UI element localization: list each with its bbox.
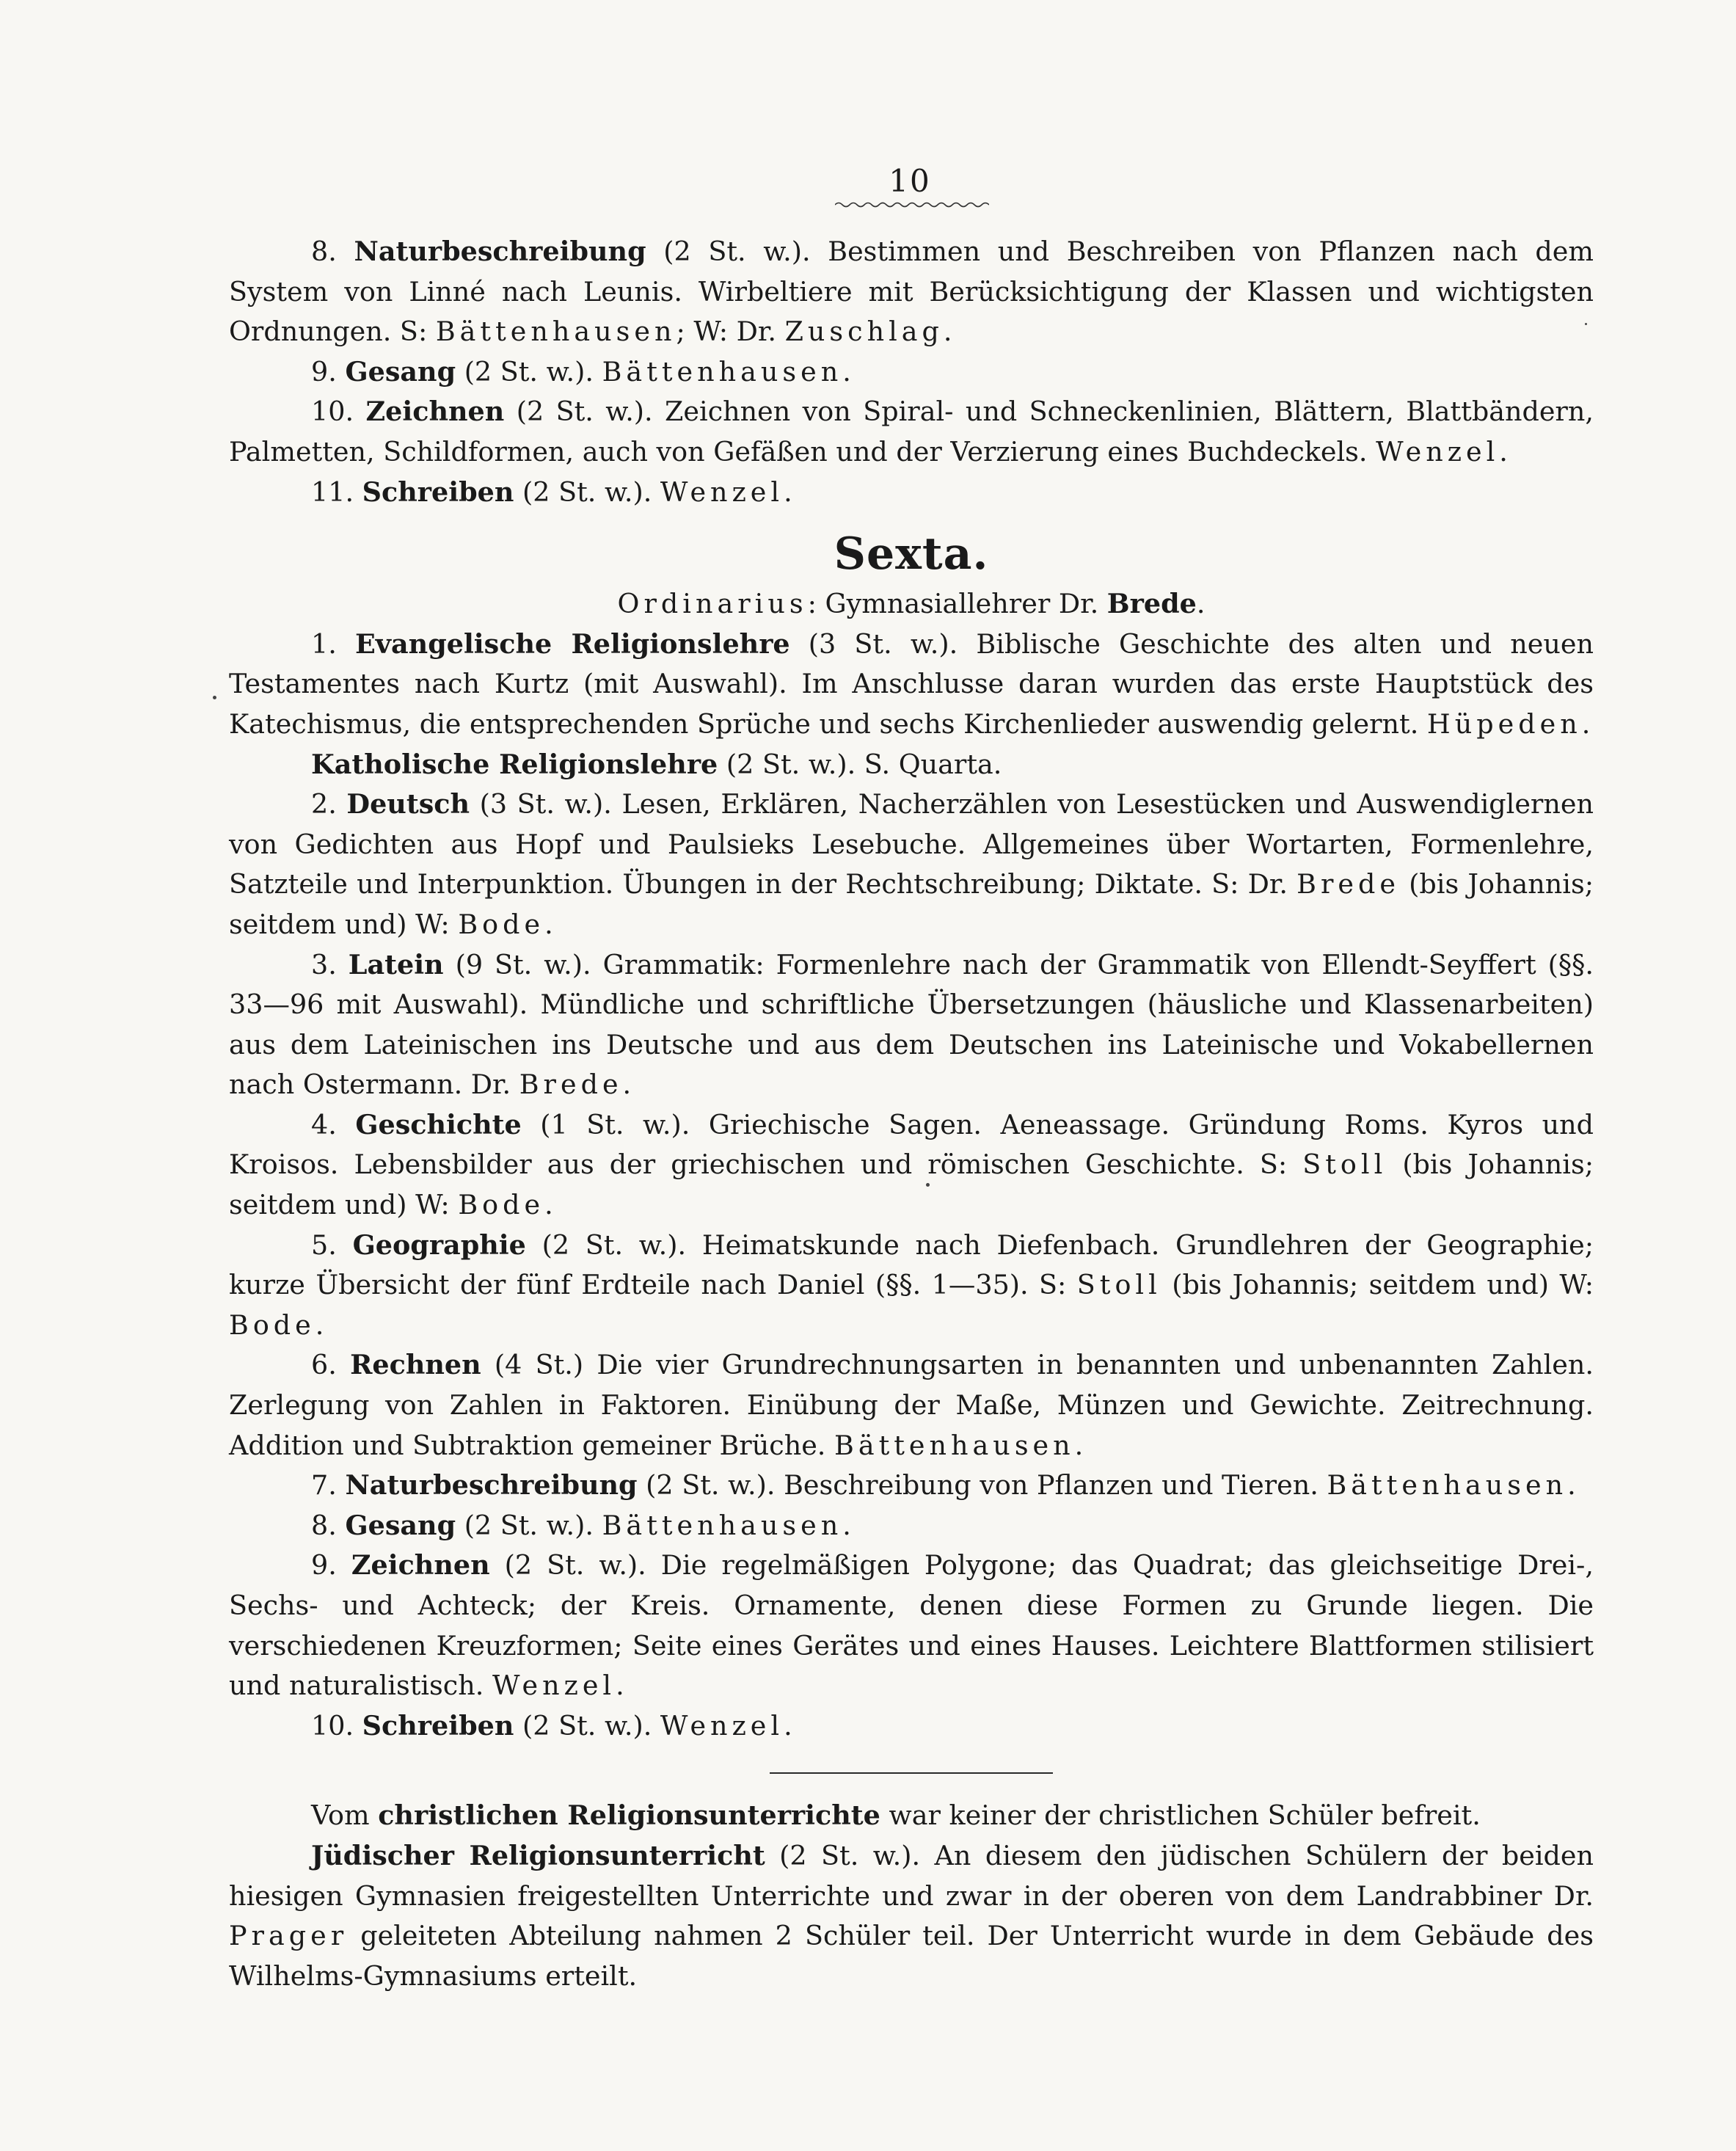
paragraph-text: (bis Johannis; seitdem und) W: bbox=[229, 1149, 1594, 1221]
item-number: 4. bbox=[311, 1108, 337, 1140]
paragraph-text: (2 St. w.). Beschreibung von Pflanzen und Tieren. bbox=[637, 1469, 1327, 1502]
teacher-name: Hüpeden bbox=[1426, 707, 1582, 740]
paragraph-text: (2 St. w.). bbox=[514, 476, 660, 508]
subject-heading: Naturbeschreibung bbox=[345, 1469, 638, 1502]
scan-speck bbox=[1585, 323, 1587, 325]
subject-heading: Geographie bbox=[352, 1229, 526, 1261]
paragraph-end: . bbox=[1499, 435, 1508, 467]
teacher-name: Bättenhausen bbox=[602, 355, 843, 387]
teacher-name: Prager bbox=[229, 1920, 349, 1952]
teacher-name: Bättenhausen bbox=[834, 1429, 1075, 1461]
paragraph-text: (3 St. w.). Lesen, Erklären, Nacherzählen von Lesestücken und Auswendiglernen von Gedichten aus Hopf und Paulsieks Lesebuche. Allgemeines über Wortarten, Formenlehre, Satzteile und Interpunktion. Übungen in der Rechtschreibung; Diktate. S: Dr. bbox=[229, 788, 1594, 900]
subject-heading: Naturbeschreibung bbox=[354, 236, 646, 267]
paragraph-geographie bbox=[229, 1226, 1594, 1346]
paragraph-end: . bbox=[315, 1309, 324, 1341]
paragraph-text: war keiner der christlichen Schüler befreit. bbox=[880, 1799, 1481, 1832]
paragraph-end: . bbox=[784, 476, 792, 508]
item-number: 8. bbox=[311, 236, 337, 267]
section-divider bbox=[770, 1772, 1053, 1774]
paragraph-rechnen bbox=[229, 1345, 1594, 1466]
subject-heading: Gesang bbox=[345, 1509, 456, 1541]
section-title-sexta: Sexta. bbox=[834, 528, 989, 580]
subject-heading: Geschichte bbox=[355, 1108, 522, 1140]
paragraph-text: (2 St. w.). bbox=[456, 1509, 602, 1541]
paragraph-naturbeschreibung-b bbox=[229, 1466, 1594, 1506]
document-body bbox=[229, 232, 1594, 1996]
subject-heading: Katholische Religionslehre bbox=[311, 748, 718, 780]
item-number: 9. bbox=[311, 1549, 337, 1582]
ordinarius-label: Ordinarius bbox=[617, 588, 808, 620]
item-number: 1. bbox=[311, 627, 337, 660]
item-number: 11. bbox=[311, 476, 354, 508]
paragraph-text: (1 St. w.). Griechische Sagen. Aeneassage. Gründung Roms. Kyros und Kroisos. Lebensbilder aus der griechischen und römischen Geschichte. S: bbox=[229, 1108, 1594, 1181]
item-number: 2. bbox=[311, 788, 337, 820]
paragraph-end: . bbox=[544, 908, 553, 940]
teacher-name: Bättenhausen bbox=[1327, 1469, 1568, 1502]
page-number: 10 bbox=[889, 163, 931, 199]
subject-heading: Schreiben bbox=[362, 1709, 514, 1741]
item-number: 3. bbox=[311, 948, 337, 980]
scan-speck bbox=[926, 1183, 930, 1187]
subject-heading: Rechnen bbox=[350, 1349, 481, 1381]
subject-heading: Evangelische Religionslehre bbox=[354, 627, 790, 660]
paragraph-end: . bbox=[1567, 1469, 1576, 1502]
page-number-ornament bbox=[835, 201, 989, 208]
ordinarius-end: . bbox=[1196, 588, 1206, 620]
teacher-name: Stoll bbox=[1302, 1149, 1387, 1181]
paragraph-text: (bis Johannis; seitdem und) W: bbox=[229, 868, 1594, 940]
teacher-name: Bode bbox=[458, 1189, 545, 1221]
subject-heading: Schreiben bbox=[362, 476, 514, 508]
teacher-name: Wenzel bbox=[660, 476, 784, 508]
paragraph-latein bbox=[229, 945, 1594, 1105]
item-number: 6. bbox=[311, 1349, 337, 1381]
paragraph-text: Vom bbox=[311, 1799, 379, 1832]
paragraph-text: (2 St. w.). S. Quarta. bbox=[718, 748, 1002, 780]
paragraph-text: geleiteten Abteilung nahmen 2 Schüler teil. Der Unterricht wurde in dem Gebäude des Wilhelms-Gymnasiums erteilt. bbox=[229, 1920, 1594, 1992]
paragraph-text: ; W: Dr. bbox=[676, 316, 785, 348]
item-number: 7. bbox=[311, 1469, 337, 1502]
paragraph-end: . bbox=[544, 1189, 553, 1221]
paragraph-naturbeschreibung-a bbox=[229, 232, 1594, 352]
subject-heading: Latein bbox=[348, 948, 444, 980]
paragraph-christlicher-religionsunterricht bbox=[229, 1796, 1594, 1836]
paragraph-katholische-religionslehre bbox=[229, 745, 1594, 785]
paragraph-text: (2 St. w.). Heimatskunde nach Diefenbach. Grundlehren der Geographie; kurze Übersicht der fünf Erdteile nach Daniel (§§. 1—35). S: bbox=[229, 1229, 1594, 1301]
teacher-name: Brede bbox=[519, 1069, 623, 1101]
item-number: 10. bbox=[311, 1709, 354, 1741]
subject-heading: Jüdischer Religionsunterricht bbox=[311, 1839, 765, 1871]
subject-heading: Gesang bbox=[345, 355, 456, 387]
paragraph-text: (bis Johannis; seitdem und) W: bbox=[1161, 1269, 1594, 1301]
paragraph-juedischer-religionsunterricht bbox=[229, 1836, 1594, 1996]
item-number: 9. bbox=[311, 355, 337, 387]
scan-speck bbox=[213, 696, 216, 699]
paragraph-text: (9 St. w.). Grammatik: Formenlehre nach der Grammatik von Ellendt-Seyffert (§§. 33—96 mit Auswahl). Mündliche und schriftliche Übersetzungen (häusliche und Klassenarbeiten) aus dem Lateinischen ins Deutsche und aus dem Deutschen ins Lateinische und Vokabellernen nach Ostermann. Dr. bbox=[229, 948, 1594, 1101]
paragraph-end: . bbox=[842, 1509, 851, 1541]
teacher-name: Bode bbox=[229, 1309, 316, 1341]
paragraph-zeichnen-a bbox=[229, 392, 1594, 472]
ordinarius-line bbox=[229, 584, 1594, 625]
paragraph-schreiben-a bbox=[229, 473, 1594, 513]
teacher-name: Zuschlag bbox=[784, 316, 944, 348]
paragraph-deutsch bbox=[229, 785, 1594, 945]
paragraph-text: (4 St.) Die vier Grundrechnungsarten in benannten und unbenannten Zahlen. Zerlegung von Zahlen in Faktoren. Einübung der Maße, Münzen und Gewichte. Zeitrechnung. Addition und Subtraktion gemeiner Brüche. bbox=[229, 1349, 1594, 1461]
paragraph-text: (3 St. w.). Biblische Geschichte des alten und neuen Testamentes nach Kurtz (mit Auswahl). Im Anschlusse daran wurden das erste Hauptstück des Katechismus, die entsprechenden Sprüche und sechs Kirchenlieder auswendig gelernt. bbox=[229, 627, 1594, 740]
paragraph-end: . bbox=[842, 355, 851, 387]
paragraph-gesang-a bbox=[229, 352, 1594, 393]
paragraph-text: (2 St. w.). Die regelmäßigen Polygone; das Quadrat; das gleichseitige Drei-, Sechs- und Achteck; der Kreis. Ornamente, denen diese Formen zu Grunde liegen. Die verschiedenen Kreuzformen; Seite eines Gerätes und eines Hauses. Leichtere Blattformen stilisiert und naturalistisch. bbox=[229, 1549, 1594, 1702]
subject-heading: Deutsch bbox=[346, 788, 470, 820]
paragraph-text: (2 St. w.). Bestimmen und Beschreiben von Pflanzen nach dem System von Linné nach Leunis. Wirbeltiere mit Berücksichtigung der Klassen und wichtigsten Ordnungen. S: bbox=[229, 236, 1594, 348]
item-number: 8. bbox=[311, 1509, 337, 1541]
paragraph-text: (2 St. w.). bbox=[456, 355, 602, 387]
paragraph-text: (2 St. w.). An diesem den jüdischen Schülern der beiden hiesigen Gymnasien freigestellten Unterrichte und zwar in der oberen von dem Landrabbiner Dr. bbox=[229, 1839, 1594, 1912]
paragraph-evangelische-religionslehre bbox=[229, 625, 1594, 745]
subject-heading: christlichen Religionsunterrichte bbox=[378, 1799, 880, 1832]
item-number: 5. bbox=[311, 1229, 337, 1261]
teacher-name: Wenzel bbox=[1376, 435, 1500, 467]
paragraph-geschichte bbox=[229, 1105, 1594, 1226]
paragraph-end: . bbox=[616, 1670, 624, 1702]
paragraph-end: . bbox=[1581, 707, 1591, 740]
teacher-name: Bode bbox=[458, 908, 545, 940]
paragraph-text: (2 St. w.). bbox=[514, 1709, 660, 1741]
ordinarius-text: : Gymnasiallehrer Dr. bbox=[807, 588, 1107, 620]
subject-heading: Zeichnen bbox=[365, 396, 505, 428]
paragraph-end: . bbox=[1074, 1429, 1084, 1461]
teacher-name: Bättenhausen bbox=[435, 316, 676, 348]
paragraph-schreiben-b bbox=[229, 1706, 1594, 1747]
paragraph-end: . bbox=[943, 316, 952, 348]
paragraph-end: . bbox=[622, 1069, 632, 1101]
teacher-name: Wenzel bbox=[660, 1709, 784, 1741]
paragraph-zeichnen-b bbox=[229, 1546, 1594, 1706]
ordinarius-name: Brede bbox=[1106, 588, 1197, 620]
paragraph-gesang-b bbox=[229, 1506, 1594, 1546]
teacher-name: Brede bbox=[1296, 868, 1400, 900]
item-number: 10. bbox=[311, 396, 354, 428]
subject-heading: Zeichnen bbox=[351, 1549, 490, 1582]
teacher-name: Bättenhausen bbox=[602, 1509, 843, 1541]
paragraph-end: . bbox=[784, 1709, 792, 1741]
teacher-name: Wenzel bbox=[492, 1670, 616, 1702]
teacher-name: Stoll bbox=[1076, 1269, 1161, 1301]
paragraph-text: (2 St. w.). Zeichnen von Spiral- und Schneckenlinien, Blättern, Blattbändern, Palmetten, Schildformen, auch von Gefäßen und der Verzierung eines Buchdeckels. bbox=[229, 396, 1594, 467]
